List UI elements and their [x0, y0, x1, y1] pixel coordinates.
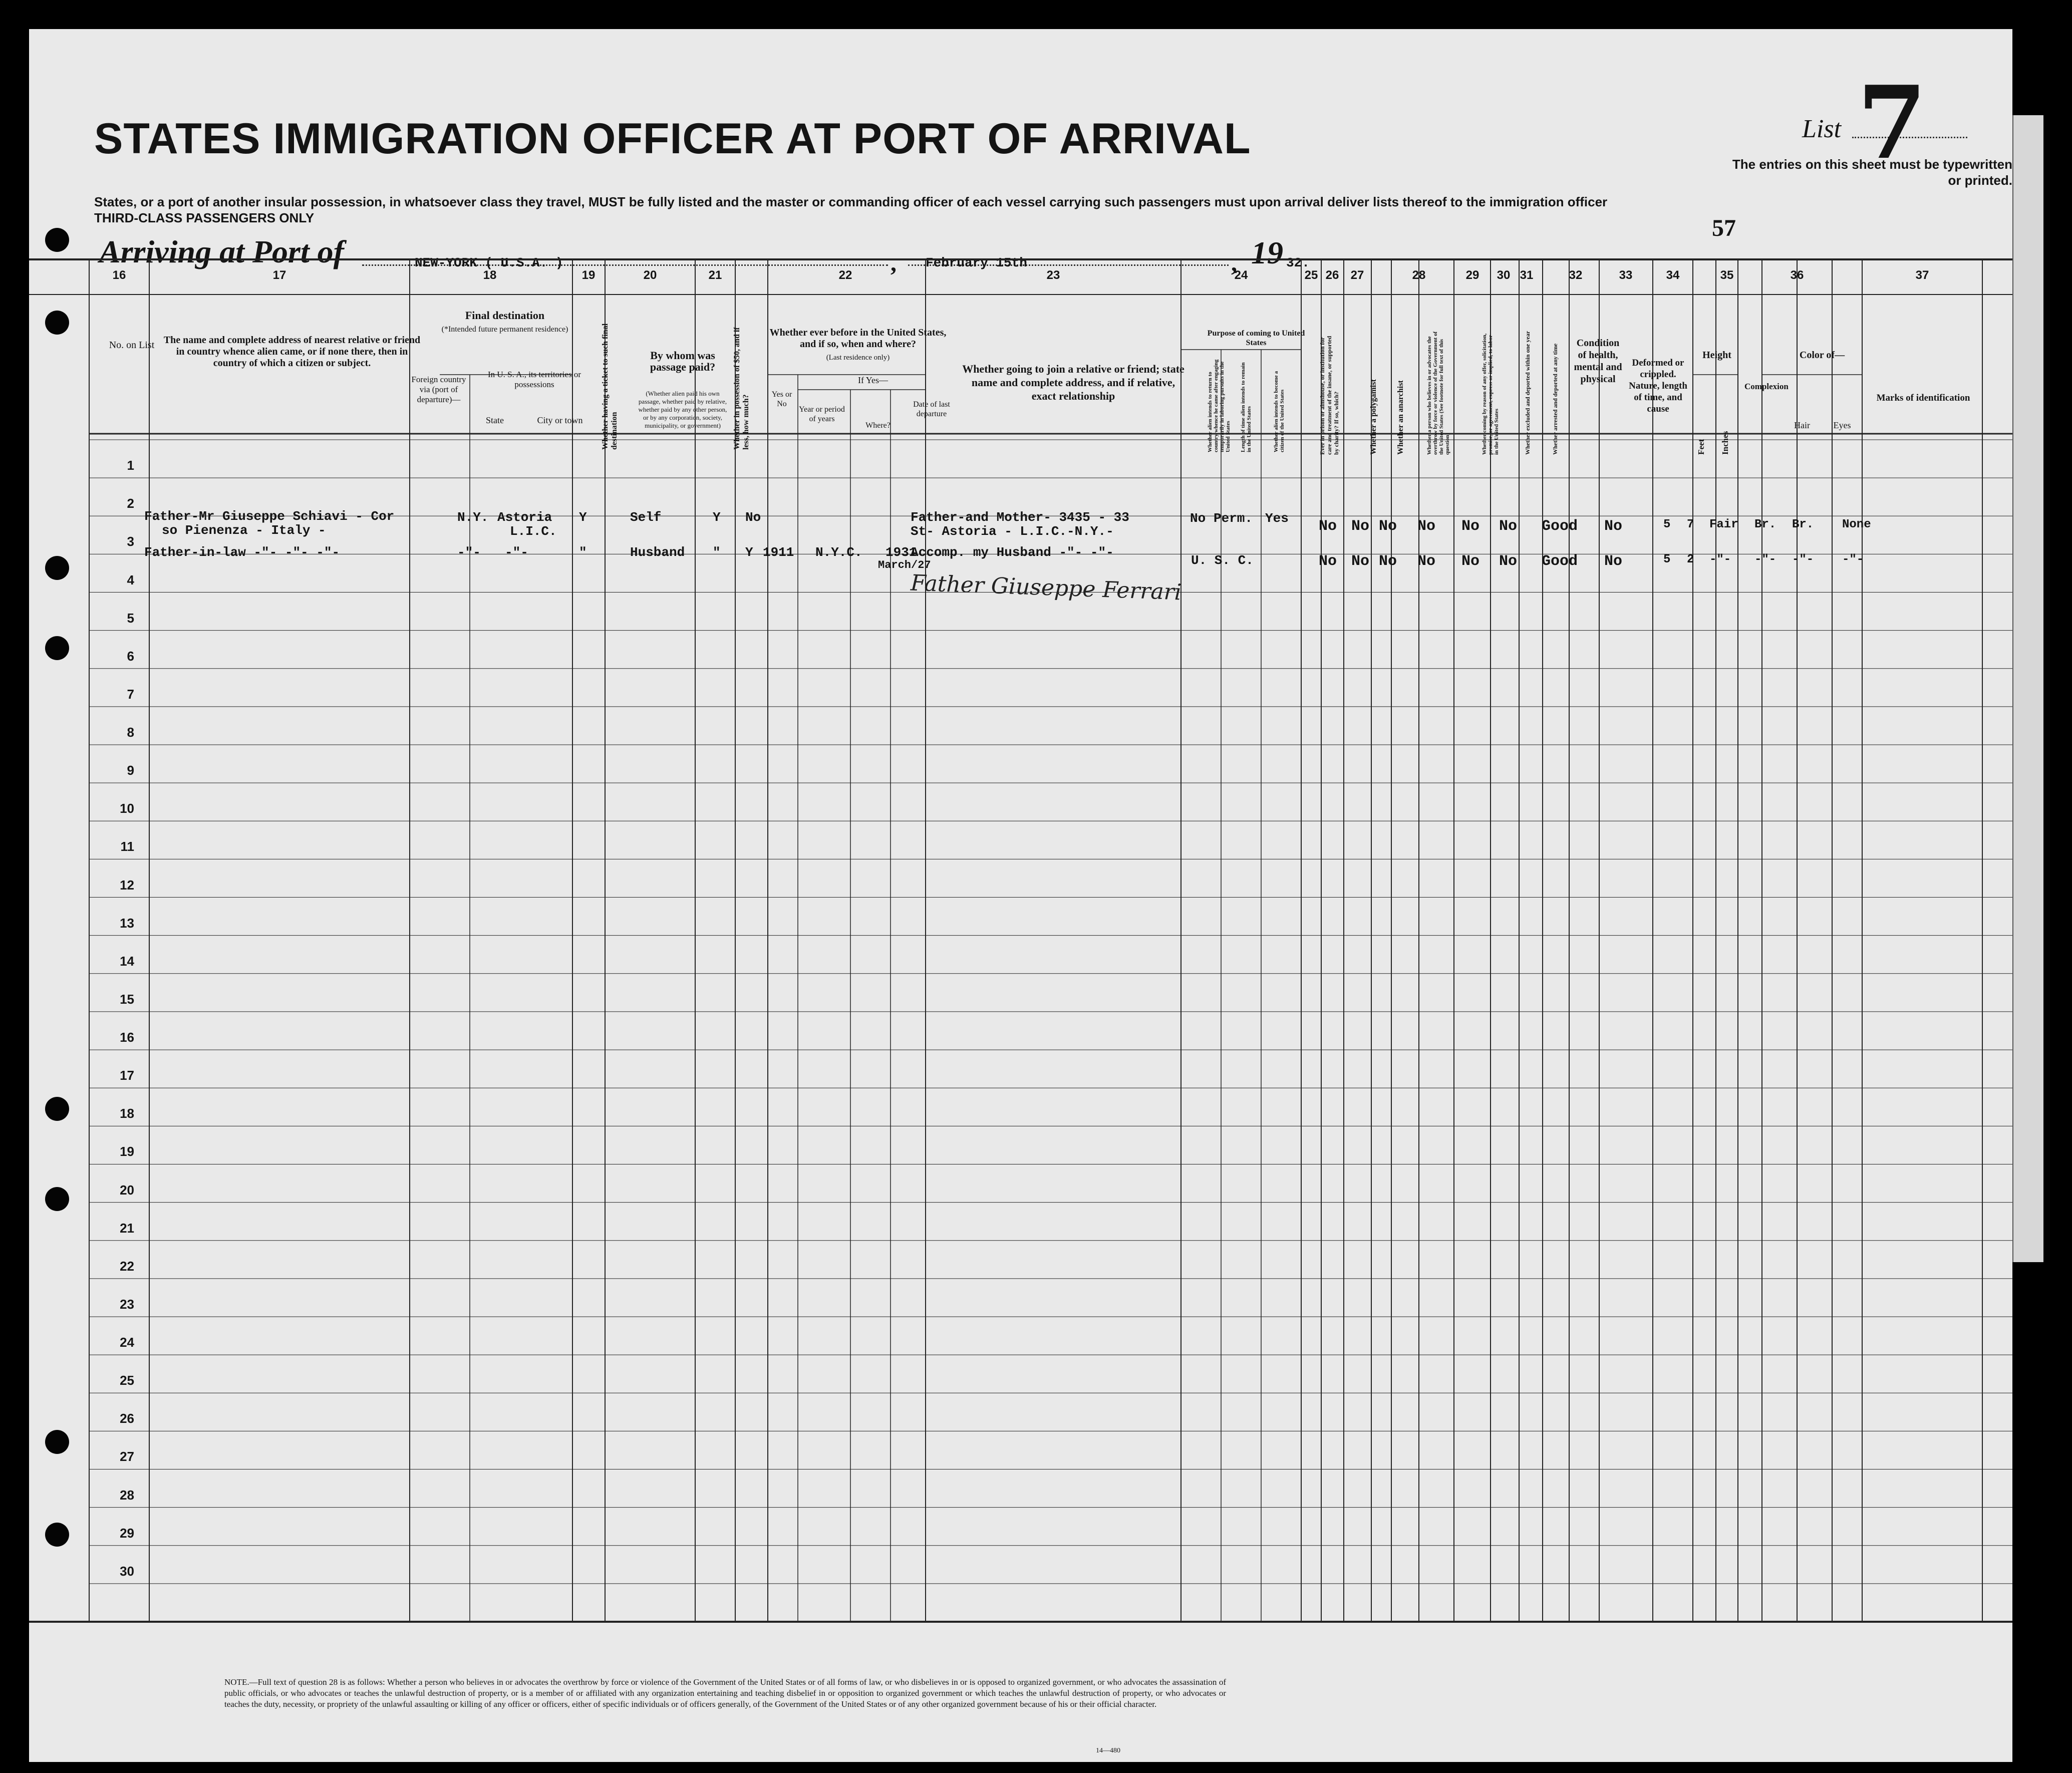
column-number-36: 36 [1790, 268, 1804, 282]
col36-eyes-header: Eyes [1833, 420, 1851, 430]
r2-year: 1911 [763, 545, 794, 560]
binder-hole [45, 1187, 69, 1211]
r1-relative-line2: so Pienenza - Italy - [162, 523, 326, 538]
column-number-24: 24 [1234, 268, 1248, 282]
binder-hole [45, 636, 69, 660]
r1-city-line2: L.I.C. [510, 524, 557, 539]
column-number-21: 21 [708, 268, 722, 282]
row-number-9: 9 [127, 763, 134, 778]
column-number-33: 33 [1619, 268, 1633, 282]
col37-header: Marks of identification [1876, 393, 1970, 403]
row-number-10: 10 [120, 801, 134, 816]
r2-date-line1: 1931 [885, 545, 917, 560]
col24-header: Purpose of coming to United States [1207, 329, 1305, 347]
r1-been-before: No [745, 510, 761, 525]
column-number-25: 25 [1304, 268, 1318, 282]
r1-marks: None [1842, 518, 1871, 531]
col30-header: Whether excluded and deported within one year [1524, 331, 1531, 455]
r2-health: Good [1542, 553, 1578, 570]
instruction-line: States, or a port of another insular possession, in whatsoever class they travel, MUST be fully listed and the master or commanding officer of each vessel carrying such passengers must upon arrival deliver lists thereof to the immigration officer [94, 194, 1608, 209]
r2-relative-line1: Father-in-law -"- -"- -"- [144, 545, 340, 560]
date-value: February 15th [926, 255, 1027, 270]
r2-eyes: -"- [1792, 553, 1814, 566]
col18-subheader: (*Intended future permanent residence) [441, 325, 568, 334]
col20-header: By whom was passage paid? [650, 349, 716, 373]
r2-fifty-dollars: " [713, 545, 721, 560]
row-number-14: 14 [120, 953, 134, 969]
r2-polygamist: No [1351, 553, 1370, 570]
col22-year-header: Year or period of years [799, 405, 845, 423]
r1-city-line1: Astoria [497, 510, 552, 525]
binder-hole [45, 228, 69, 252]
row-number-5: 5 [127, 610, 134, 626]
r1-offer: No [1461, 518, 1480, 535]
col27-header: Whether an anarchist [1396, 380, 1405, 455]
r2-anarchist: No [1379, 553, 1397, 570]
row-number-27: 27 [120, 1449, 134, 1464]
r2-offer: No [1461, 553, 1480, 570]
col18-city-header: City or town [537, 415, 583, 425]
col22-header: Whether ever before in the United States, and if so, when and where? [769, 327, 947, 350]
form-number: 14—480 [1096, 1747, 1120, 1754]
row-number-3: 3 [127, 534, 134, 549]
row-number-28: 28 [120, 1487, 134, 1503]
binder-hole [45, 311, 69, 335]
binder-hole [45, 1097, 69, 1121]
r1-health: Good [1542, 518, 1578, 535]
r2-paid-by: Husband [630, 545, 685, 560]
column-number-18: 18 [483, 268, 497, 282]
col33-header: Deformed or crippled. Nature, length of time, and cause [1629, 358, 1687, 414]
row-number-6: 6 [127, 648, 134, 664]
r1-polygamist: No [1351, 518, 1370, 535]
year-suffix: 32. [1286, 255, 1310, 270]
col28-header: Whether a person who believes in or advocates the overthrow by force or violence of the Government of the United States (See footnote for full text of this question) [1426, 331, 1450, 455]
col31-header: Whether arrested and deported at any time [1552, 343, 1559, 455]
col18-header: Final destination [465, 309, 545, 322]
col34-inches-header: Inches [1720, 431, 1730, 455]
col22-where-header: Where? [865, 421, 891, 430]
row-number-22: 22 [120, 1258, 134, 1274]
row-number-21: 21 [120, 1220, 134, 1236]
r2-been-before: Y [745, 545, 753, 560]
footnote-question-28: NOTE.—Full text of question 28 is as follows: Whether a person who believes in or advocates the overthrow by force or violence of the Government of the United States or of all forms of law, or who disbelieves in or is opposed to organized government, or who advocates the assassination of public officials, or who advocates or teaches the unlawful destruction of property, or is a member of or affiliated with any organization entertaining and teaching disbelief in or opposition to organized government or which teaches the unlawful destruction of property, or who advocates or teaches the duty, necessity, or propriety of the unlawful assaulting or killing of any officer or officers, either of specific individuals or of officers generally, of the Government of the United States or of any other organized government because of his or their official character. [224, 1677, 1226, 1709]
column-number-17: 17 [272, 268, 286, 282]
year-prefix: 19 [1251, 235, 1283, 270]
column-number-23: 23 [1046, 268, 1060, 282]
row-number-11: 11 [120, 839, 134, 854]
r2-prison: No [1319, 553, 1337, 570]
r1-deformed: No [1604, 518, 1623, 535]
r2-hair: -"- [1754, 553, 1777, 566]
column-number-28: 28 [1412, 268, 1426, 282]
r1-feet: 5 [1663, 518, 1671, 531]
row-number-24: 24 [120, 1335, 134, 1350]
col26-header: Whether a polygamist [1369, 379, 1378, 455]
col23-header: Whether going to join a relative or friend; state name and complete address, and if relative, exact relationship [962, 363, 1185, 402]
row-number-4: 4 [127, 572, 134, 587]
column-number-35: 35 [1720, 268, 1734, 282]
passenger-class: THIRD-CLASS PASSENGERS ONLY [94, 210, 315, 225]
arriving-label: Arriving at Port of [99, 234, 344, 269]
binder-hole [45, 556, 69, 580]
page-edge-tab [2012, 115, 2043, 1262]
column-number-29: 29 [1465, 268, 1479, 282]
r2-marks: -"- [1842, 553, 1864, 566]
col16-header: No. on List [109, 340, 155, 351]
row-number-16: 16 [120, 1030, 134, 1045]
col17-header: The name and complete address of nearest relative or friend in country whence alien came, or if none there, then in country of which a citizen or subject. [163, 335, 421, 369]
col22-ifyes-header: If Yes— [857, 375, 888, 385]
r1-relative-line1: Father-Mr Giuseppe Schiavi - Cor [144, 509, 395, 524]
r2-complexion: -"- [1709, 553, 1731, 566]
column-number-20: 20 [643, 268, 657, 282]
row-number-29: 29 [120, 1525, 134, 1541]
r1-join-line2: St- Astoria - L.I.C.-N.Y.- [911, 524, 1114, 539]
r2-excluded: No [1499, 553, 1518, 570]
binder-hole [45, 1430, 69, 1454]
row-number-2: 2 [127, 496, 134, 511]
column-number-30: 30 [1497, 268, 1511, 282]
column-number-31: 31 [1520, 268, 1534, 282]
column-number-27: 27 [1350, 268, 1364, 282]
col34-feet-header: Feet [1696, 439, 1706, 455]
handwritten-annotation: Father Giuseppe Ferrari [910, 570, 1182, 606]
row-number-12: 12 [120, 877, 134, 893]
row-number-13: 13 [120, 915, 134, 931]
r2-inches: 2 [1687, 553, 1694, 566]
col18-state-header: State [486, 415, 504, 425]
r1-anarchist: No [1379, 518, 1397, 535]
col19-header: Whether having a ticket to such final destination [601, 323, 619, 450]
r1-fifty-dollars: Y [713, 510, 721, 525]
page-title: STATES IMMIGRATION OFFICER AT PORT OF ARRIVAL [94, 115, 1251, 163]
list-number: 7 [1857, 64, 1927, 182]
col24-length-header: Length of time alien intends to remain in the United States [1240, 362, 1252, 452]
row-number-18: 18 [120, 1106, 134, 1121]
entries-note: The entries on this sheet must be typewritten or printed. [1732, 157, 2012, 188]
r1-inches: 7 [1687, 518, 1694, 531]
r2-where: N.Y.C. [815, 545, 862, 560]
r2-feet: 5 [1663, 553, 1671, 566]
col24-return-header: Whether alien intends to return to country whence he came after engaging temporarily in laboring pursuits in the United States [1207, 359, 1231, 452]
r2-city: -"- [505, 545, 528, 560]
comma-separator: , [891, 250, 897, 276]
col20-subheader: (Whether alien paid his own passage, whether paid by relative, whether paid by any other person, or by any corporation, society, municipality, or government) [638, 390, 727, 429]
r1-prison: No [1319, 518, 1337, 535]
column-number-37: 37 [1915, 268, 1929, 282]
r1-join-line1: Father-and Mother- 3435 - 33 [911, 510, 1129, 525]
row-number-25: 25 [120, 1373, 134, 1388]
r1-overthrow: No [1417, 518, 1436, 535]
col32-header: Condition of health, mental and physical [1574, 338, 1622, 385]
row-number-30: 30 [120, 1563, 134, 1579]
r2-state: -"- [457, 545, 481, 560]
row-number-26: 26 [120, 1411, 134, 1426]
col22-yesno-header: Yes or No [771, 390, 792, 408]
col36-header: Color of— [1799, 350, 1845, 361]
column-number-26: 26 [1325, 268, 1339, 282]
row-number-7: 7 [127, 686, 134, 702]
row-number-15: 15 [120, 991, 134, 1007]
comma-separator-2: , [1231, 250, 1237, 276]
table-grid [29, 29, 2012, 1762]
row-number-23: 23 [120, 1296, 134, 1312]
col36-hair-header: Hair [1794, 420, 1810, 430]
row-number-1: 1 [127, 458, 134, 473]
r2-purpose: U. S. C. [1191, 553, 1254, 568]
r2-date-line2: March/27 [878, 559, 931, 571]
row-number-19: 19 [120, 1144, 134, 1159]
col18-usa-header: In U. S. A., its territories or possessions [487, 370, 581, 389]
port-value: NEW-YORK ( U.S.A. ) [415, 255, 563, 270]
r2-overthrow: No [1417, 553, 1436, 570]
col22-subheader: (Last residence only) [826, 354, 890, 362]
column-number-32: 32 [1569, 268, 1583, 282]
column-number-22: 22 [838, 268, 852, 282]
r2-ticket: " [579, 545, 587, 560]
r2-join-line1: Accomp. my Husband -"- -"- [911, 545, 1114, 560]
col24-citizen-header: Whether alien intends to become a citizen of the United States [1273, 371, 1285, 452]
col29-header: Whether coming by reason of any offer, solicitation, promise, or agreement, express or implied, to labor in the United States [1482, 333, 1500, 455]
row-number-20: 20 [120, 1182, 134, 1198]
row-number-8: 8 [127, 725, 134, 740]
r1-state: N.Y. [457, 510, 489, 525]
r1-excluded: No [1499, 518, 1518, 535]
r1-length: Perm. [1214, 511, 1253, 526]
col18-foreign-header: Foreign country via (port of departure)— [411, 375, 466, 404]
r2-deformed: No [1604, 553, 1623, 570]
sheet-number: 57 [1712, 215, 1736, 241]
row-number-17: 17 [120, 1068, 134, 1083]
list-label: List [1802, 115, 1842, 143]
col35-header: Complexion [1744, 382, 1789, 391]
col22-date-header: Date of last departure [913, 400, 950, 418]
column-number-19: 19 [581, 268, 596, 282]
column-number-34: 34 [1666, 268, 1680, 282]
col25-header: Ever in prison or almshouse, or institution for care and treatment of the insane, or supported by charity? If so, which? [1319, 336, 1340, 455]
col34-header: Height [1702, 350, 1731, 361]
r1-purpose: No [1190, 511, 1206, 526]
r1-eyes: Br. [1792, 518, 1814, 531]
column-number-16: 16 [112, 268, 126, 282]
col21-header: Whether in possession of $50, and if less, how much? [733, 327, 750, 450]
binder-hole [45, 1523, 69, 1547]
r1-complexion: Fair [1709, 518, 1738, 531]
r1-ticket: Y [579, 510, 587, 525]
manifest-sheet [29, 29, 2012, 1762]
r1-citizen: Yes [1265, 511, 1289, 526]
r1-paid-by: Self [630, 510, 662, 525]
r1-hair: Br. [1754, 518, 1777, 531]
